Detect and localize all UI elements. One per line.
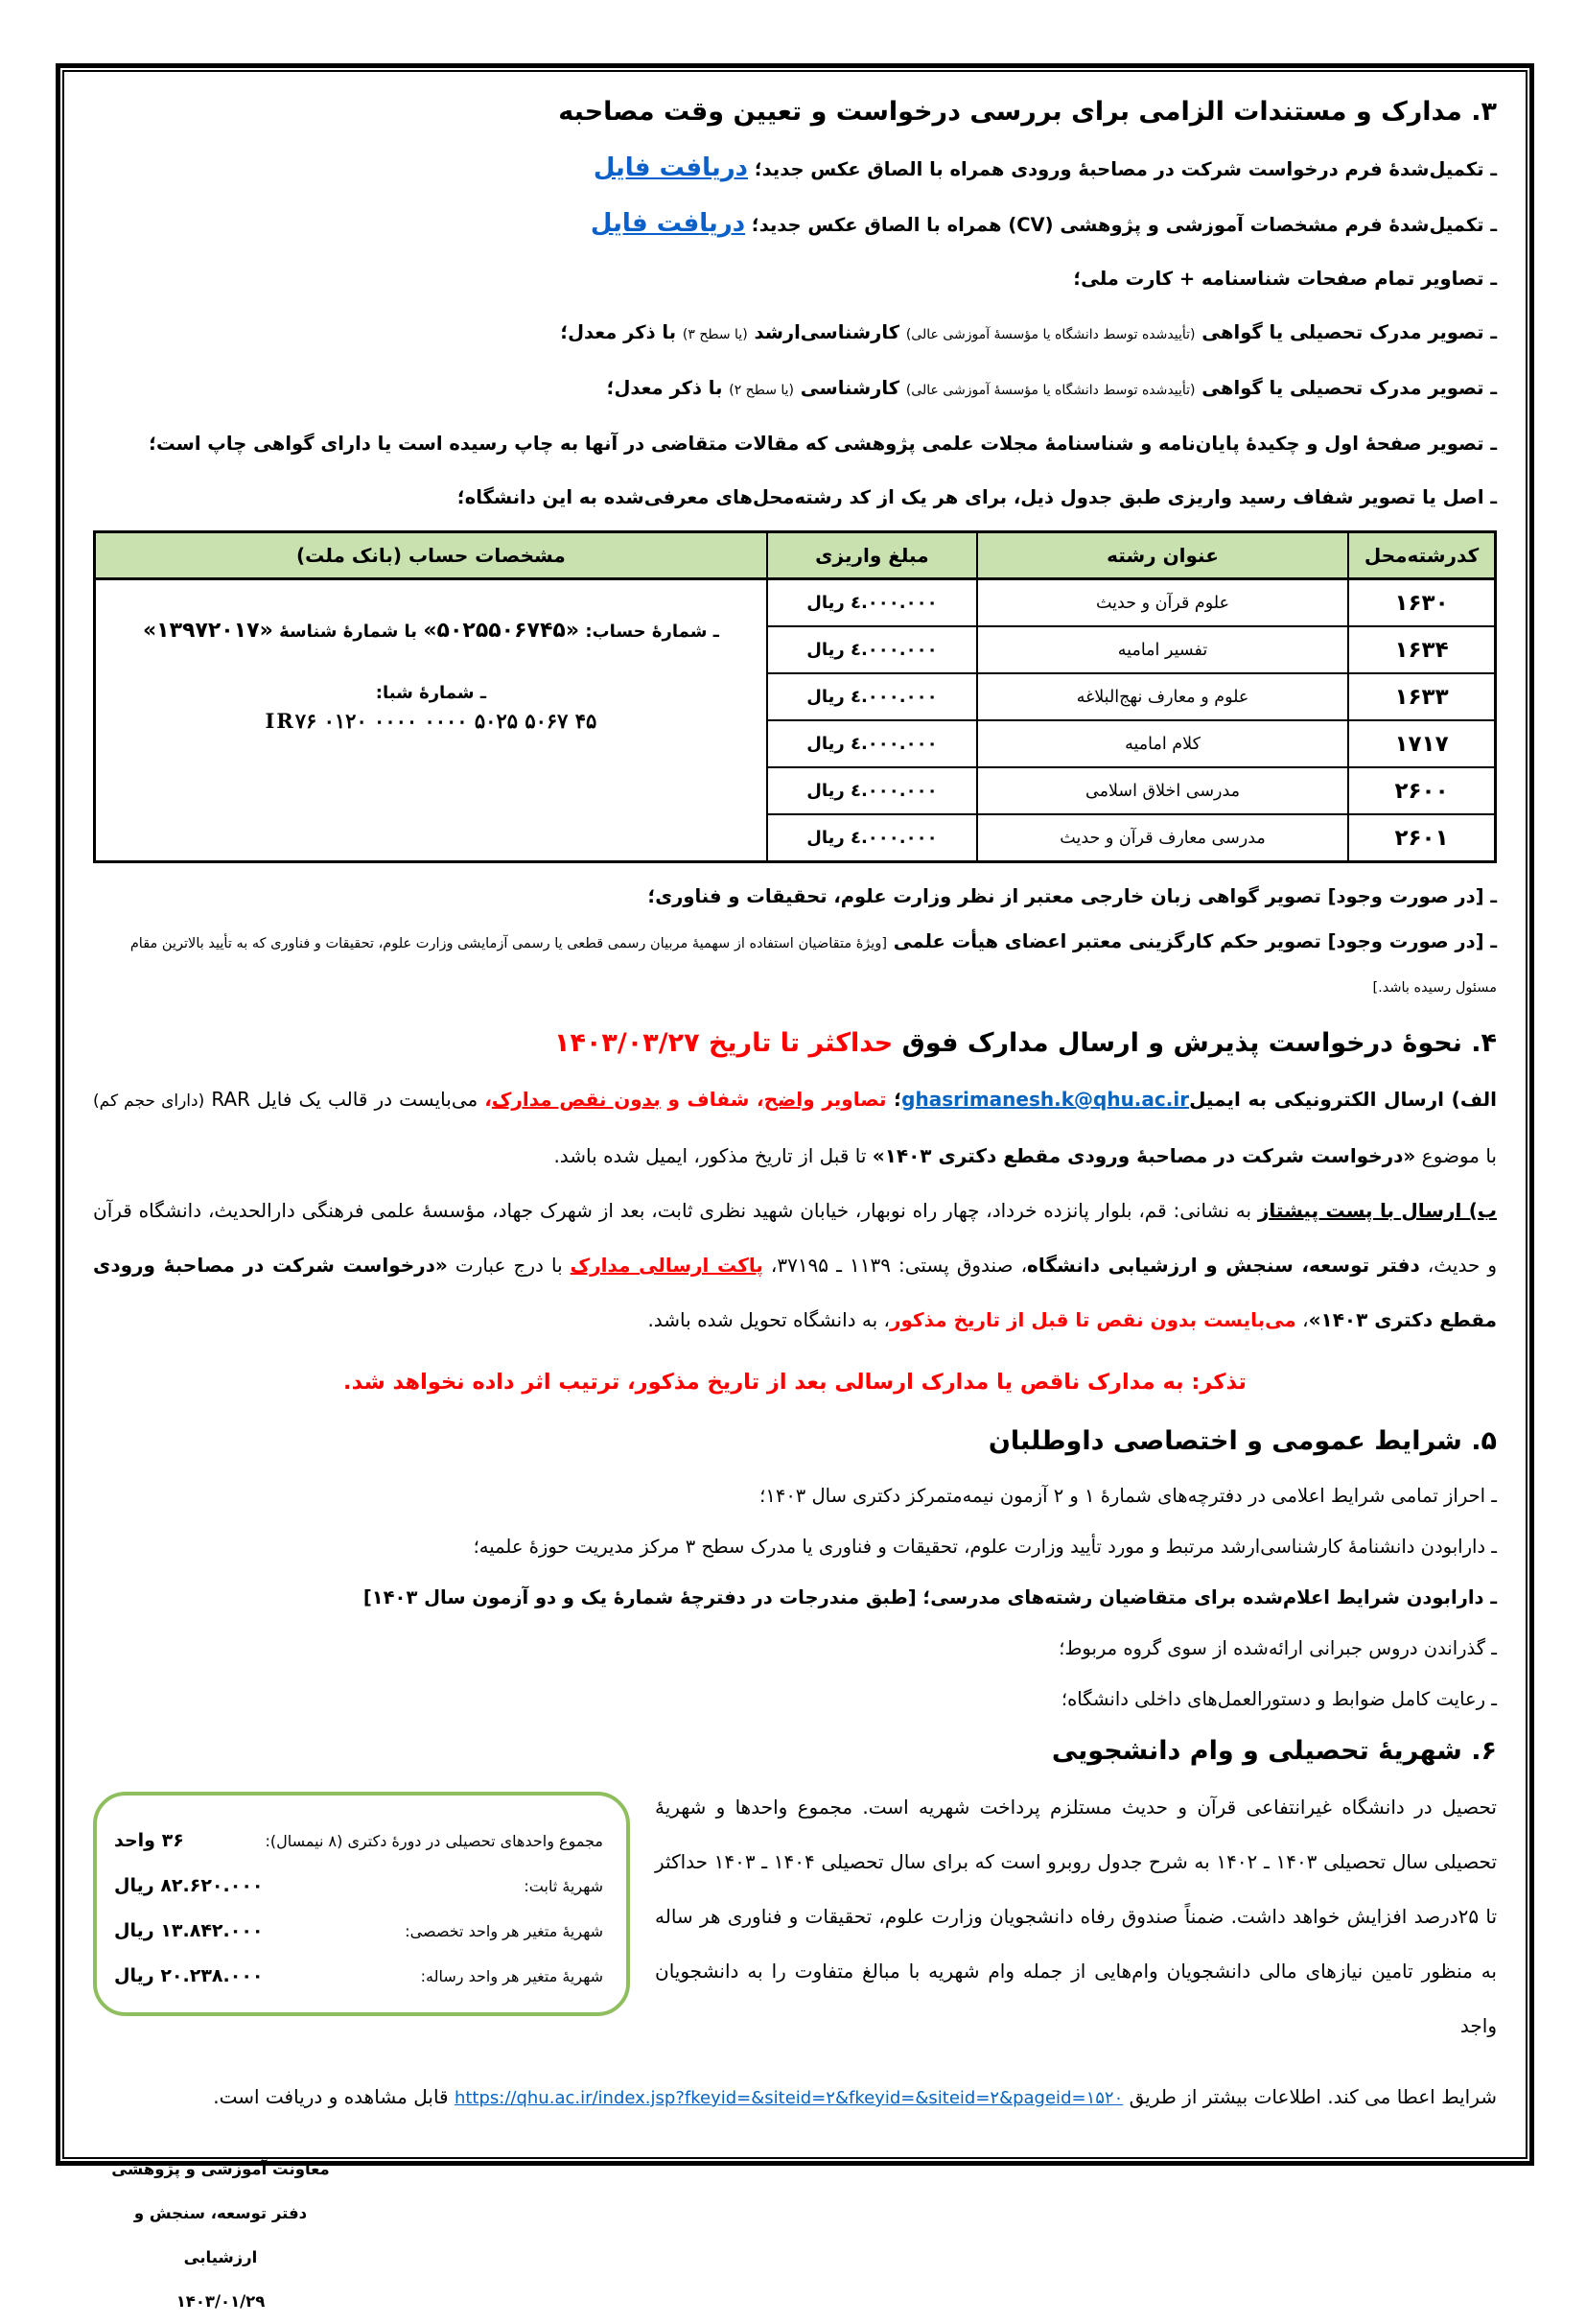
clear-images-warning: ، bbox=[484, 1088, 492, 1111]
more-info-text: شرایط اعطا می کند. اطلاعات بیشتر از طریق bbox=[1123, 2085, 1497, 2108]
fee-row bbox=[114, 1864, 603, 1909]
page-content bbox=[62, 70, 1528, 2311]
amount-cell: ٤.٠٠٠.٠٠٠ ریال bbox=[767, 626, 977, 673]
code-cell: ۱۶۳۰ bbox=[1348, 579, 1495, 627]
header-account: مشخصات حساب (بانک ملت) bbox=[95, 532, 767, 579]
bullet-thesis-journals: ـ تصویر صفحهٔ اول و چکیدهٔ پایان‌نامه و شناسنامهٔ مجلات علمی پژوهشی که مقالات متقاضی در آنها به چاپ رسیده است یا دارای گواهی چاپ است؛ bbox=[149, 433, 1497, 455]
clear-images-warning: تصاویر bbox=[814, 1088, 887, 1111]
section3-title: ۳. مدارک و مستندات الزامی برای بررسی درخواست و تعیین وقت مصاحبه bbox=[558, 97, 1497, 127]
postal-submission-label: ب) ارسال با پست پیشتاز bbox=[1257, 1199, 1497, 1222]
signature-office-1: معاونت آموزشی و پژوهشی bbox=[111, 2160, 330, 2178]
bullet-payment-receipt: ـ اصل یا تصویر شفاف رسید واریزی طبق جدول ذیل، برای هر یک از کد رشته‌محل‌های معرفی‌شده به این دانشگاه؛ bbox=[456, 486, 1497, 508]
fee-row bbox=[114, 1909, 603, 1954]
email-subject-phrase: «درخواست شرکت در مصاحبهٔ ورودی مقطع دکتری ۱۴۰۳» bbox=[872, 1144, 1416, 1167]
more-info-text: قابل مشاهده و دریافت است. bbox=[213, 2085, 455, 2108]
paragraph-note: (دارای حجم کم) bbox=[93, 1092, 205, 1111]
office-name: دفتر توسعه، سنجش و ارزشیابی دانشگاه bbox=[1027, 1254, 1420, 1277]
bullet-masters-degree bbox=[93, 306, 1497, 362]
paragraph-text: تا قبل از تاریخ مذکور، ایمیل شده باشد. bbox=[553, 1144, 873, 1167]
postal-address: به نشانی: قم، بلوار پانزده خرداد، چهار راه نوبهار، خیابان شهید نظری ثابت، بعد از شهرک جهاد، مؤسسهٔ علمی فرهنگی دارالحدیث، دانشگاه قرآن و حدیث، bbox=[93, 1199, 1497, 1277]
condition-bullet: ـ دارابودن شرایط اعلام‌شده برای متقاضیان رشته‌های مدرسی؛ [طبق مندرجات در دفترچهٔ شمارهٔ یک و دو آزمون سال ۱۴۰۳] bbox=[362, 1586, 1497, 1608]
amount-cell: ٤.٠٠٠.٠٠٠ ریال bbox=[767, 673, 977, 720]
envelope-subject-phrase: «درخواست شرکت در مصاحبهٔ ورودی مقطع دکتری ۱۴۰۳» bbox=[93, 1254, 1497, 1331]
tuition-paragraph-2: ضمناً صندوق رفاه دانشجویان وزارت علوم، تحقیقات و فناوری هر ساله به منظور تامین نیازهای مالی دانشجویان وام‌هایی از جمله وام شهریه با مبالغ متفاوت را به دانشجویان واجد bbox=[655, 1905, 1497, 2037]
program-codes-table bbox=[93, 530, 1497, 863]
bank-account-cell bbox=[95, 579, 767, 862]
page-border-frame bbox=[56, 63, 1534, 2311]
incomplete-documents-notice: تذکر: به مدارک ناقص یا مدارک ارسالی بعد از تاریخ مذکور، ترتیب اثر داده نخواهد شد. bbox=[343, 1370, 1247, 1395]
fee-label: مجموع واحدهای تحصیلی در دورهٔ دکتری (۸ نیمسال): bbox=[265, 1832, 603, 1850]
bullet-note: [ویژهٔ متقاضیان استفاده از سهمیهٔ مربیان رسمی قطعی یا رسمی آزمایشی وزارت علوم، تحقیقات و فناوری که به تأیید بالاترین مقام مسئول رسیده باشد.] bbox=[129, 936, 1497, 996]
section4-title-text: ۴. نحوهٔ درخواست پذیرش و ارسال مدارک فوق bbox=[893, 1028, 1497, 1058]
sheba-label: ـ شمارهٔ شبا: bbox=[375, 683, 487, 703]
code-cell: ۲۶۰۱ bbox=[1348, 814, 1495, 862]
paragraph-postal-submission bbox=[93, 1184, 1497, 1348]
account-number-line bbox=[97, 619, 765, 643]
section6-title: ۶. شهریهٔ تحصیلی و وام دانشجویی bbox=[1051, 1736, 1497, 1766]
tuition-fee-box bbox=[93, 1792, 630, 2016]
postal-box: ، صندوق پستی: ۱۱۳۹ ـ ۳۷۱۹۵، bbox=[762, 1254, 1028, 1277]
paragraph-text: ، bbox=[1295, 1308, 1309, 1331]
condition-bullet: ـ رعایت کامل ضوابط و دستورالعمل‌های داخلی دانشگاه؛ bbox=[1061, 1688, 1497, 1710]
download-file-link-1[interactable]: دریافت فایل bbox=[593, 153, 749, 182]
header-amount: مبلغ واریزی bbox=[767, 532, 977, 579]
account-id-label: با شمارهٔ شناسهٔ bbox=[272, 622, 424, 642]
major-cell: علوم و معارف نهج‌البلاغه bbox=[977, 673, 1348, 720]
table-header-row bbox=[95, 532, 1496, 579]
condition-bullet: ـ دارابودن دانشنامهٔ کارشناسی‌ارشد مرتبط و مورد تأیید وزارت علوم، تحقیقات و فناوری یا مدرک سطح ۳ مرکز مدیریت حوزهٔ علمیه؛ bbox=[473, 1536, 1497, 1558]
bullet-text: ـ تصویر مدرک تحصیلی یا گواهی bbox=[1195, 321, 1497, 343]
signature-office-2: دفتر توسعه، سنجش و ارزشیابی bbox=[133, 2204, 308, 2266]
tuition-paragraph-1: تحصیل در دانشگاه غیرانتفاعی قرآن و حدیث مستلزم پرداخت شهریه است. مجموع واحدها و شهریهٔ تحصیلی سال تحصیلی ۱۴۰۳ ـ ۱۴۰۲ به شرح جدول روبرو است که برای سال تحصیلی ۱۴۰۴ ـ ۱۴۰۳ حداکثر تا ۲۵درصد افزایش خواهد داشت. bbox=[655, 1796, 1498, 1928]
website-link[interactable]: https://qhu.ac.ir/index.jsp?fkeyid=&siteid=۲&fkeyid=&siteid=۲&pageid=۱۵۲۰ bbox=[454, 2088, 1124, 2108]
fee-value: ۱۳.۸۴۲.۰۰۰ ریال bbox=[114, 1920, 264, 1941]
major-cell: تفسیر امامیه bbox=[977, 626, 1348, 673]
account-number: «۵۰۲۵۵۰۶۷۴۵» bbox=[423, 619, 580, 643]
major-cell: مدرسی اخلاق اسلامی bbox=[977, 767, 1348, 814]
paragraph-text: با موضوع bbox=[1415, 1144, 1497, 1167]
amount-cell: ٤.٠٠٠.٠٠٠ ریال bbox=[767, 814, 977, 862]
bullet-text: ـ تکمیل‌شدهٔ فرم درخواست شرکت در مصاحبهٔ ورودی همراه با الصاق عکس جدید؛ bbox=[748, 158, 1497, 180]
separator: ؛ bbox=[886, 1088, 902, 1111]
clear-images-warning: ، شفاف و bbox=[660, 1088, 764, 1111]
fee-label: شهریهٔ متغیر هر واحد تخصصی: bbox=[405, 1922, 603, 1940]
section4-title bbox=[93, 1022, 1497, 1065]
major-cell: مدرسی معارف قرآن و حدیث bbox=[977, 814, 1348, 862]
header-major: عنوان رشته bbox=[977, 532, 1348, 579]
code-cell: ۲۶۰۰ bbox=[1348, 767, 1495, 814]
account-id-number: «۱۳۹۷۲۰۱۷» bbox=[142, 619, 273, 643]
fee-value: ۸۲.۶۲۰.۰۰۰ ریال bbox=[114, 1875, 264, 1896]
account-label: ـ شمارهٔ حساب: bbox=[579, 622, 719, 642]
amount-cell: ٤.٠٠٠.٠٠٠ ریال bbox=[767, 767, 977, 814]
major-cell: علوم قرآن و حدیث bbox=[977, 579, 1348, 627]
amount-cell: ٤.٠٠٠.٠٠٠ ریال bbox=[767, 579, 977, 627]
tuition-paragraphs bbox=[655, 1780, 1497, 2054]
signature-date: ۱۴۰۳/۰۱/۲۹ bbox=[175, 2292, 266, 2311]
fee-row bbox=[114, 1819, 603, 1864]
bullet-note: (تأییدشده توسط دانشگاه یا مؤسسهٔ آموزشی عالی) bbox=[905, 383, 1196, 398]
table-row bbox=[95, 579, 1496, 627]
deadline-warning: می‌بایست بدون نقص تا قبل از تاریخ مذکور bbox=[890, 1308, 1296, 1331]
bullet-text: کارشناسی‌ارشد bbox=[747, 321, 906, 343]
bullet-text: ـ تصویر مدرک تحصیلی یا گواهی bbox=[1195, 377, 1497, 399]
clear-images-warning: بدون نقص مدارک bbox=[491, 1088, 661, 1111]
email-submission-label: الف) ارسال الکترونیکی به ایمیل bbox=[1189, 1088, 1498, 1111]
header-code: کدرشته‌محل bbox=[1348, 532, 1495, 579]
major-cell: کلام امامیه bbox=[977, 720, 1348, 767]
bullet-text: ـ تکمیل‌شدهٔ فرم مشخصات آموزشی و پژوهشی (CV) همراه با الصاق عکس جدید؛ bbox=[745, 214, 1497, 236]
bullet-note: (یا سطح ۳) bbox=[682, 327, 748, 342]
section5-title: ۵. شرایط عمومی و اختصاصی داوطلبان bbox=[988, 1426, 1497, 1456]
bullet-bachelors-degree bbox=[93, 362, 1497, 417]
fee-label: شهریهٔ ثابت: bbox=[524, 1877, 603, 1895]
bullet-faculty-decree bbox=[93, 921, 1497, 1009]
signature-block bbox=[101, 2148, 340, 2324]
code-cell: ۱۷۱۷ bbox=[1348, 720, 1495, 767]
bullet-text: ـ [در صورت وجود] تصویر حکم کارگزینی معتبر اعضای هیأت علمی bbox=[887, 930, 1497, 952]
bullet-note: (یا سطح ۲) bbox=[729, 383, 794, 398]
bullet-cv-form bbox=[93, 197, 1497, 252]
amount-cell: ٤.٠٠٠.٠٠٠ ریال bbox=[767, 720, 977, 767]
paragraph-email-submission bbox=[93, 1072, 1497, 1184]
bullet-note: (تأییدشده توسط دانشگاه یا مؤسسهٔ آموزشی عالی) bbox=[905, 327, 1196, 342]
sheba-number: IR۷۶ ۰۱۲۰ ۰۰۰۰ ۰۰۰۰ ۵۰۲۵ ۵۰۶۷ ۴۵ bbox=[265, 709, 597, 733]
condition-bullet: ـ احراز تمامی شرایط اعلامی در دفترچه‌های شمارهٔ ۱ و ۲ آزمون نیمه‌متمرکز دکتری سال ۱۴۰۳؛ bbox=[759, 1485, 1497, 1507]
paragraph-text: می‌بایست در قالب یک فایل RAR bbox=[204, 1088, 485, 1111]
code-cell: ۱۶۳۴ bbox=[1348, 626, 1495, 673]
section4-deadline-date: حداکثر تا تاریخ ۱۴۰۳/۰۳/۲۷ bbox=[553, 1028, 894, 1058]
bullet-text: کارشناسی bbox=[794, 377, 906, 399]
bullet-id-documents: ـ تصاویر تمام صفحات شناسنامه + کارت ملی؛ bbox=[1073, 268, 1497, 290]
bullet-text: با ذکر معدل؛ bbox=[560, 321, 683, 343]
download-file-link-2[interactable]: دریافت فایل bbox=[590, 209, 746, 238]
envelope-warning: پاکت ارسالی مدارک bbox=[570, 1254, 763, 1277]
email-link[interactable]: ghasrimanesh.k@qhu.ac.ir bbox=[901, 1088, 1190, 1111]
condition-bullet: ـ گذراندن دروس جبرانی ارائه‌شده از سوی گروه مربوط؛ bbox=[1059, 1637, 1497, 1659]
bullet-language-certificate: ـ [در صورت وجود] تصویر گواهی زبان خارجی معتبر از نظر وزارت علوم، تحقیقات و فناوری؛ bbox=[647, 885, 1497, 907]
fee-label: شهریهٔ متغیر هر واحد رساله: bbox=[420, 1967, 603, 1985]
paragraph-text: با درج عبارت bbox=[447, 1254, 571, 1277]
tuition-section bbox=[93, 1780, 1497, 2054]
fee-value: ۳۶ واحد bbox=[114, 1830, 184, 1851]
code-cell: ۱۶۳۳ bbox=[1348, 673, 1495, 720]
fee-value: ۲۰.۲۳۸.۰۰۰ ریال bbox=[114, 1965, 264, 1986]
paragraph-text: ، به دانشگاه تحویل شده باشد. bbox=[647, 1308, 890, 1331]
bullet-text: با ذکر معدل؛ bbox=[606, 377, 730, 399]
fee-row bbox=[114, 1954, 603, 1999]
bullet-interview-form bbox=[93, 141, 1497, 197]
more-info-line bbox=[93, 2073, 1497, 2123]
clear-images-warning: واضح bbox=[763, 1088, 815, 1111]
